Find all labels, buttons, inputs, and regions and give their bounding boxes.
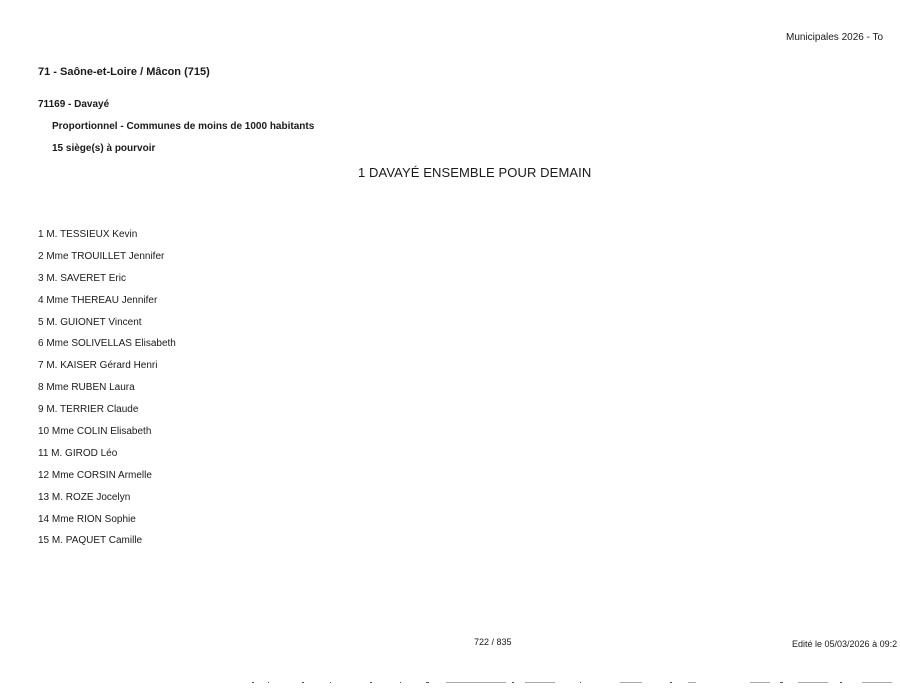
list-title: 1 DAVAYÉ ENSEMBLE POUR DEMAIN (358, 165, 592, 180)
department-heading: 71 - Saône-et-Loire / Mâcon (715) (38, 66, 210, 78)
candidate-list (38, 229, 176, 557)
candidate-item: 6 Mme SOLIVELLAS Elisabeth (38, 338, 176, 350)
candidate-item: 1 M. TESSIEUX Kevin (38, 229, 138, 240)
candidate-item: 4 Mme THEREAU Jennifer (38, 294, 158, 306)
candidate-item: 8 Mme RUBEN Laura (38, 382, 135, 394)
candidate-item: 9 M. TERRIER Claude (38, 404, 139, 416)
election-mode: Proportionnel - Communes de moins de 1000 habitants (52, 121, 315, 132)
candidate-item: 12 Mme CORSIN Armelle (38, 469, 152, 481)
candidate-item: 15 M. PAQUET Camille (38, 535, 143, 547)
scan-noise-marks (250, 679, 900, 685)
page-number: 722 / 835 (474, 637, 512, 647)
candidate-item: 11 M. GIROD Léo (38, 447, 118, 459)
edit-date: Edité le 05/03/2026 à 09:2 (792, 639, 898, 649)
candidate-item: 2 Mme TROUILLET Jennifer (38, 250, 165, 262)
candidate-item: 14 Mme RION Sophie (38, 513, 136, 525)
candidate-item: 10 Mme COLIN Elisabeth (38, 426, 152, 438)
candidate-item: 7 M. KAISER Gérard Henri (38, 360, 158, 372)
candidate-item: 5 M. GUIONET Vincent (38, 316, 142, 328)
document-header-title: Municipales 2026 - To (786, 32, 884, 43)
commune-heading: 71169 - Davayé (38, 99, 110, 110)
candidate-item: 3 M. SAVERET Eric (38, 272, 126, 284)
candidate-item: 13 M. ROZE Jocelyn (38, 491, 131, 503)
seats-to-fill: 15 siège(s) à pourvoir (52, 143, 156, 154)
